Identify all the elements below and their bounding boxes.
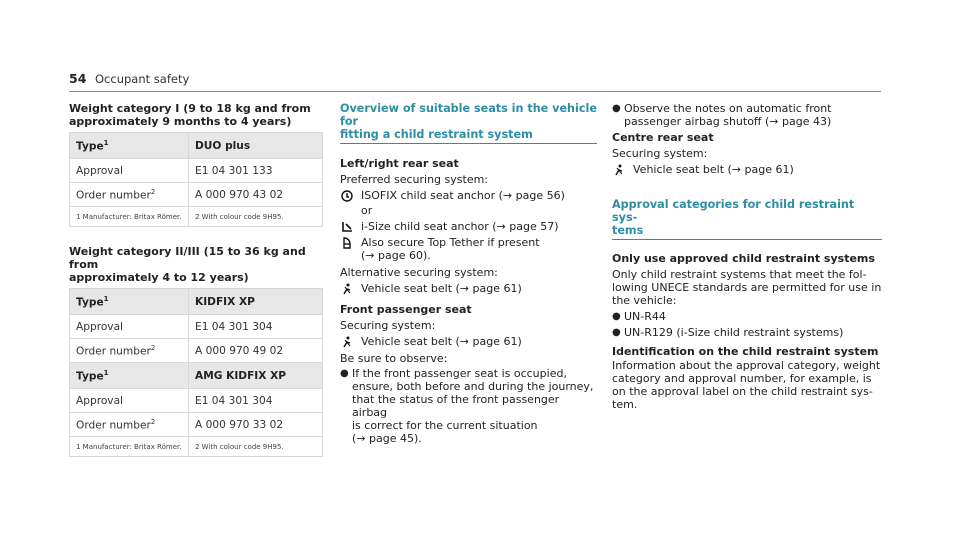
preferred-label: Preferred securing system:: [340, 173, 489, 186]
top-tether-page-link[interactable]: Also secure Top Tether if present (→ page 60).: [361, 236, 540, 262]
isize-icon: [340, 220, 353, 233]
table-row: Order number$^2$ A 000 970 43 02: [70, 183, 323, 207]
table-row: Order number$^2$ A 000 970 33 02: [70, 413, 323, 437]
list-item: ● If the front passenger seat is occupied, ensure, both before and during the journey, that the status of the front passenger airbag is correct for the current situation (→ page 45).: [340, 367, 594, 445]
heading-rule: [612, 239, 882, 240]
table-row: Type$^1$ AMG KIDFIX XP: [70, 363, 323, 389]
seat-table-1: [69, 132, 323, 227]
list-item: ● Observe the notes on automatic front passenger airbag shutoff (→ page 43): [612, 102, 832, 128]
table-footnote-row: 1 Manufacturer: Britax Römer. 2 With colour code 9H95.: [70, 207, 323, 227]
top-tether-row: [340, 236, 597, 262]
seatbelt-row: [340, 335, 597, 348]
table-row: Approval E1 04 301 133: [70, 159, 323, 183]
seatbelt-page-link[interactable]: Vehicle seat belt (→ page 61): [361, 335, 522, 348]
weight-category-1-heading: Weight category I (9 to 18 kg and from approximately 9 months to 4 years): [69, 102, 311, 128]
section-title: Occupant safety: [95, 72, 190, 86]
seatbelt-row: [340, 282, 597, 295]
column-right: [612, 102, 882, 411]
isofix-page-link[interactable]: ISOFIX child seat anchor (→ page 56): [361, 189, 565, 202]
approval-categories-heading: Approval categories for child restraint sys- tems: [612, 198, 855, 237]
identification-heading: Identification on the child restraint system: [612, 345, 879, 358]
securing-label: Securing system:: [612, 147, 708, 160]
bullet-icon: ●: [340, 368, 349, 379]
seat-belt-icon: [340, 335, 353, 348]
table-cell: DUO plus: [189, 133, 323, 159]
observe-label: Be sure to observe:: [340, 352, 448, 365]
column-middle: [340, 102, 597, 445]
only-approved-heading: Only use approved child restraint systems: [612, 252, 875, 265]
bullet-icon: ●: [612, 311, 621, 322]
page-number: 54: [69, 71, 87, 86]
seat-table-2: [69, 288, 323, 457]
list-item: ● UN-R44: [612, 310, 666, 323]
centre-seat-heading: Centre rear seat: [612, 131, 714, 144]
table-footnote-row: 1 Manufacturer: Britax Römer. 2 With colour code 9H95.: [70, 437, 323, 457]
heading-rule: [340, 143, 597, 144]
list-item: ● UN-R129 (i-Size child restraint systems): [612, 326, 844, 339]
rear-seat-heading: Left/right rear seat: [340, 157, 459, 170]
securing-label: Securing system:: [340, 319, 436, 332]
weight-category-2-heading: Weight category II/III (15 to 36 kg and from approximately 4 to 12 years): [69, 245, 306, 284]
table-row: Approval E1 04 301 304: [70, 315, 323, 339]
column-left: [69, 102, 323, 457]
bullet-icon: ●: [612, 327, 621, 338]
isize-page-link[interactable]: i-Size child seat anchor (→ page 57): [361, 220, 559, 233]
seat-belt-icon: [612, 163, 625, 176]
page-header: [69, 71, 881, 89]
isofix-icon: [340, 189, 353, 202]
table-row: Order number$^2$ A 000 970 49 02: [70, 339, 323, 363]
bullet-icon: ●: [612, 103, 621, 114]
identification-text: Information about the approval category, weight category and approval number, for example, is on the approval label on the child restraint sys- tem.: [612, 359, 881, 411]
only-approved-text: Only child restraint systems that meet the fol- lowing UNECE standards are permitted for use in the vehicle:: [612, 268, 882, 307]
header-rule: [69, 91, 881, 92]
table-row: Type$^1$ KIDFIX XP: [70, 289, 323, 315]
isize-row: [340, 220, 597, 233]
or-text: or: [361, 204, 373, 217]
front-seat-heading: Front passenger seat: [340, 303, 472, 316]
alternative-label: Alternative securing system:: [340, 266, 498, 279]
table-row: Approval E1 04 301 304: [70, 389, 323, 413]
top-tether-icon: [340, 236, 353, 249]
overview-heading: Overview of suitable seats in the vehicle for fitting a child restraint system: [340, 102, 597, 141]
table-row: Type$^1$ DUO plus: [70, 133, 323, 159]
isofix-row: [340, 189, 597, 202]
seatbelt-row: [612, 163, 882, 176]
seatbelt-page-link[interactable]: Vehicle seat belt (→ page 61): [633, 163, 794, 176]
seatbelt-page-link[interactable]: Vehicle seat belt (→ page 61): [361, 282, 522, 295]
seat-belt-icon: [340, 282, 353, 295]
